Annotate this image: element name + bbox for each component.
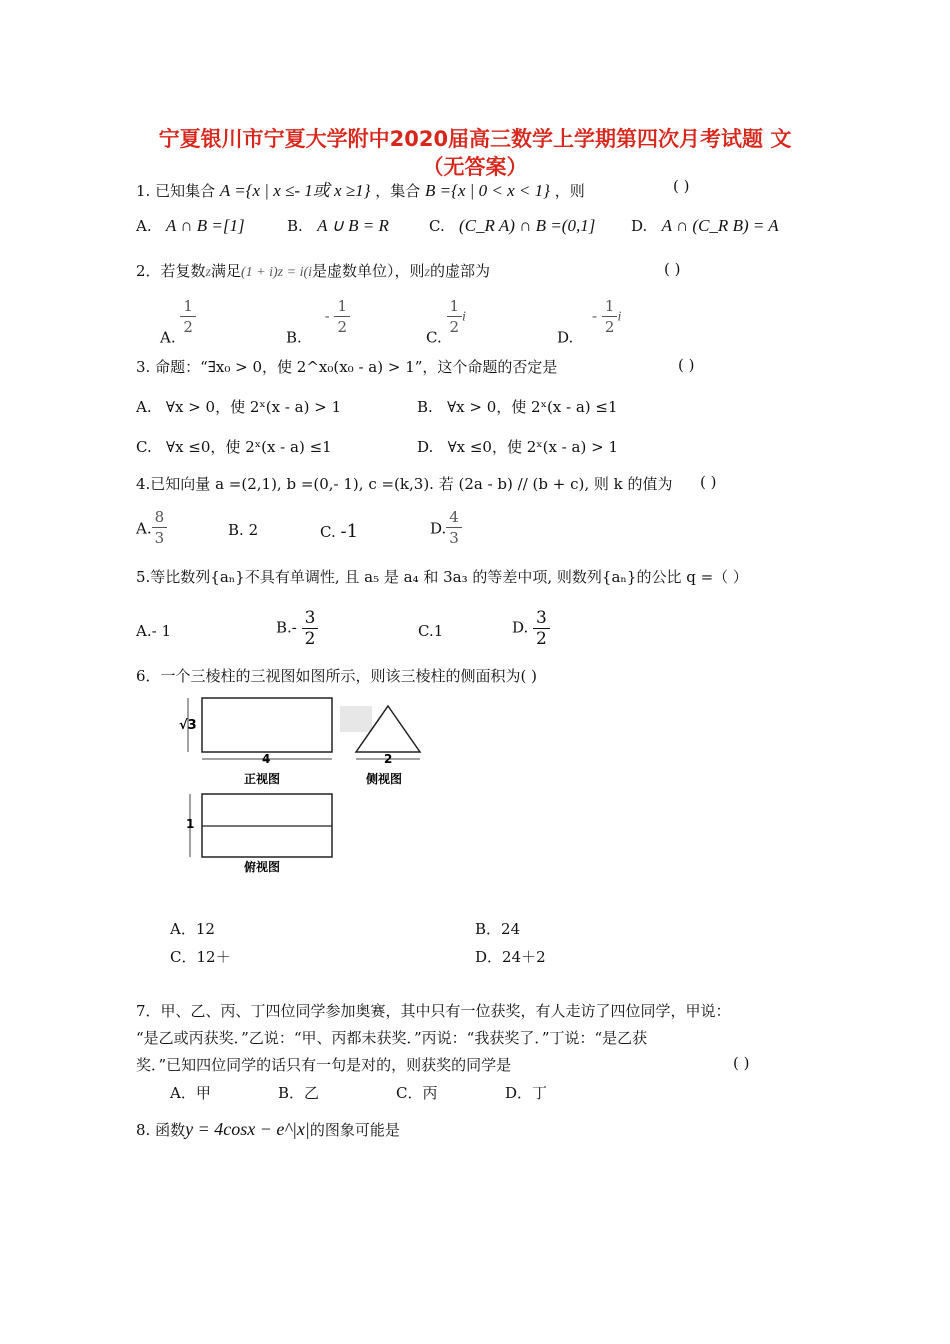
- q1-text-a: 1. 已知集合: [136, 182, 216, 200]
- question-2: 2．若复数z满足(1 + i)z = i(i是虚数单位），则z的虚部为: [136, 262, 490, 280]
- page-title: 宁夏银川市宁夏大学附中2020届高三数学上学期第四次月考试题 文: [158, 127, 792, 151]
- q7-option-c: C．丙: [396, 1084, 438, 1102]
- q1-set-b: B ={x | 0 < x < 1}: [424, 181, 550, 200]
- q3-option-d: D. ∀x ≤0，使 2ˣ(x - a) > 1: [417, 438, 618, 456]
- q4-option-c: C. -1: [320, 521, 359, 542]
- q2-option-d: D. - $\frac{1}{2}$ i: [557, 297, 622, 347]
- q1-answer-paren: ( ): [673, 177, 690, 195]
- top-height-label: 1: [186, 817, 195, 831]
- q4-answer-paren: ( ): [700, 473, 717, 491]
- question-6: 6．一个三棱柱的三视图如图所示，则该三棱柱的侧面积为( ): [136, 667, 538, 685]
- question-7-line-1: 7．甲、乙、丙、丁四位同学参加奥赛，其中只有一位获奖，有人走访了四位同学，甲说：: [136, 1002, 731, 1020]
- question-7-line-2: “是乙或丙获奖．”乙说：“甲、丙都未获奖．”丙说：“我获奖了．”丁说：“是乙获: [136, 1029, 648, 1047]
- question-4: 4.已知向量 a =(2,1), b =(0,- 1), c =(k,3). 若 (2a - b) // (b + c), 则 k 的值为: [136, 475, 673, 493]
- q7-answer-paren: ( ): [733, 1054, 750, 1072]
- q6-option-c: C．12＋: [170, 948, 231, 966]
- q6-option-a: A．12: [170, 920, 215, 938]
- side-view-label: 侧视图: [366, 772, 403, 786]
- q1-option-d: D. A ∩ (C_R B) = A: [631, 216, 779, 235]
- q5-option-c: C.1: [418, 622, 444, 640]
- front-view-label: 正视图: [244, 772, 281, 786]
- q1-option-b: B. A ∪ B = R: [287, 216, 389, 235]
- q2-option-b: B. - $\frac{1}{2}$: [286, 296, 350, 347]
- q4-option-a: A. $\frac{8}{3}$: [136, 507, 167, 548]
- front-width-label: 4: [262, 752, 271, 766]
- question-5: 5.等比数列{aₙ}不具有单调性, 且 a₅ 是 a₄ 和 3a₃ 的等差中项, 则数列{aₙ}的公比 q =（ ）: [136, 568, 748, 586]
- q1-option-c: C. (C_R A) ∩ B =(0,1]: [429, 216, 596, 235]
- side-width-label: 2: [384, 752, 393, 766]
- question-1: [136, 176, 585, 201]
- q3-answer-paren: ( ): [678, 356, 695, 374]
- q6-option-b: B．24: [475, 920, 521, 938]
- q2-option-a: A. $\frac{1}{2}$: [160, 296, 196, 347]
- q2-answer-paren: ( ): [664, 260, 681, 278]
- q6-option-d: D．24＋2: [475, 948, 546, 966]
- q1-text-b: ，集合: [375, 182, 421, 200]
- question-7-line-3: 奖．”已知四位同学的话只有一句是对的，则获奖的同学是: [136, 1056, 512, 1074]
- q1-option-a: A. A ∩ B =[1]: [136, 216, 245, 235]
- front-height-label: √3: [179, 718, 197, 733]
- q2-option-c: C. $\frac{1}{2}$ i: [426, 297, 466, 347]
- blurred-watermark: [340, 706, 372, 732]
- q7-option-d: D．丁: [505, 1084, 548, 1102]
- q5-option-a: A.- 1: [136, 622, 171, 640]
- question-3: 3. 命题：“∃x₀ > 0，使 2^x₀(x₀ - a) > 1”，这个命题的否定是: [136, 358, 558, 376]
- three-view-figure: [178, 696, 448, 876]
- q4-option-d: D. $\frac{4}{3}$: [430, 507, 462, 548]
- q1-set-a: A ={x | x ≤- 1或 x ≥1}: [219, 181, 371, 200]
- top-view-label: 俯视图: [244, 860, 281, 874]
- q3-option-c: C. ∀x ≤0，使 2ˣ(x - a) ≤1: [136, 438, 332, 456]
- q7-option-b: B．乙: [278, 1084, 320, 1102]
- q5-option-d: D. $\frac{3}{2}$: [512, 608, 550, 649]
- page-subtitle: （无答案）: [422, 155, 528, 179]
- q3-option-a: A. ∀x > 0，使 2ˣ(x - a) > 1: [136, 398, 342, 416]
- q4-option-b: B. 2: [228, 521, 259, 539]
- q5-option-b: B.- $\frac{3}{2}$: [276, 608, 318, 649]
- question-8: 8. 函数y = 4cosx − e^|x|的图象可能是: [136, 1119, 400, 1139]
- q1-text-c: ，则: [554, 182, 585, 200]
- q3-option-b: B. ∀x > 0，使 2ˣ(x - a) ≤1: [417, 398, 618, 416]
- front-view-rect: [202, 698, 332, 752]
- q7-option-a: A．甲: [170, 1084, 211, 1102]
